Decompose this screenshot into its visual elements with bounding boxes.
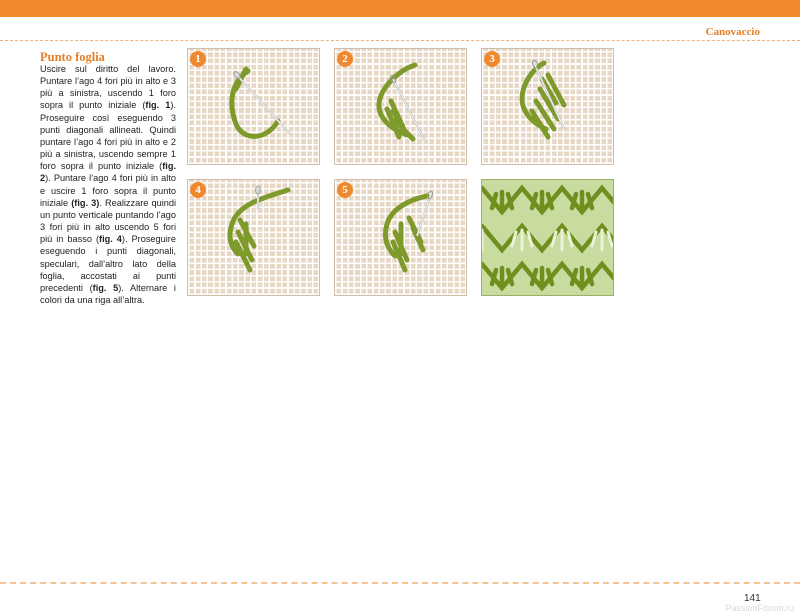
top-color-bar bbox=[0, 0, 800, 17]
instructions-text bbox=[40, 63, 176, 306]
figure-3 bbox=[481, 48, 614, 165]
figure-5 bbox=[334, 179, 467, 296]
finished-pattern-sample bbox=[481, 179, 614, 296]
text-run: ). Puntare l’ago 4 fori più in alto e uscire 1 foro sopra il punto iniziale bbox=[40, 173, 176, 208]
figure-reference: fig. 5 bbox=[92, 282, 119, 293]
figure-1 bbox=[187, 48, 320, 165]
text-run: . Realizzare quindi un punto verticale puntando l’ago 3 fori più in alto uscendo 5 fori più in basso ( bbox=[40, 197, 176, 245]
figure-reference: (fig. 3) bbox=[71, 197, 100, 208]
article-title: Punto foglia bbox=[40, 50, 105, 64]
figure-number-badge: 1 bbox=[190, 51, 206, 67]
figure-number-badge: 3 bbox=[484, 51, 500, 67]
figure-reference: fig. 1 bbox=[145, 100, 171, 111]
figure-number-badge: 2 bbox=[337, 51, 353, 67]
figure-2-illustration bbox=[335, 49, 466, 164]
text-run: ). Proseguire così eseguendo 3 punti diagonali allineati. Quindi puntare l’ago 4 fori più in alto e 2 più a sinistra, uscendo sempre 1 foro sopra il punto iniziale ( bbox=[40, 100, 176, 172]
header-divider bbox=[0, 40, 800, 41]
text-run: ). Alternare i colori da una riga all’altra. bbox=[40, 282, 176, 305]
figure-5-illustration bbox=[335, 180, 466, 295]
text-run: Uscire sul diritto del lavoro. Puntare l’ago 4 fori più in alto e 3 più a sinistra, uscendo 1 foro sopra il punto iniziale ( bbox=[40, 64, 176, 111]
figure-reference: fig. 2 bbox=[40, 161, 176, 184]
leaf-stitch-pattern bbox=[482, 180, 613, 295]
section-label: Canovaccio bbox=[705, 26, 760, 38]
figure-number-badge: 5 bbox=[337, 182, 353, 198]
figure-1-illustration bbox=[188, 49, 319, 164]
figure-4 bbox=[187, 179, 320, 296]
figure-3-illustration bbox=[482, 49, 613, 164]
figure-2 bbox=[334, 48, 467, 165]
watermark: PassionForum.ru bbox=[725, 603, 794, 613]
page-number: 141 bbox=[744, 593, 761, 604]
figure-4-illustration bbox=[188, 180, 319, 295]
figure-reference: fig. 4 bbox=[99, 234, 122, 245]
footer-divider bbox=[0, 582, 800, 584]
text-run: ). Proseguire eseguendo i punti diagonali, speculari, dall’altro lato della foglia, accostati ai punti precedenti ( bbox=[40, 234, 176, 293]
figure-number-badge: 4 bbox=[190, 182, 206, 198]
